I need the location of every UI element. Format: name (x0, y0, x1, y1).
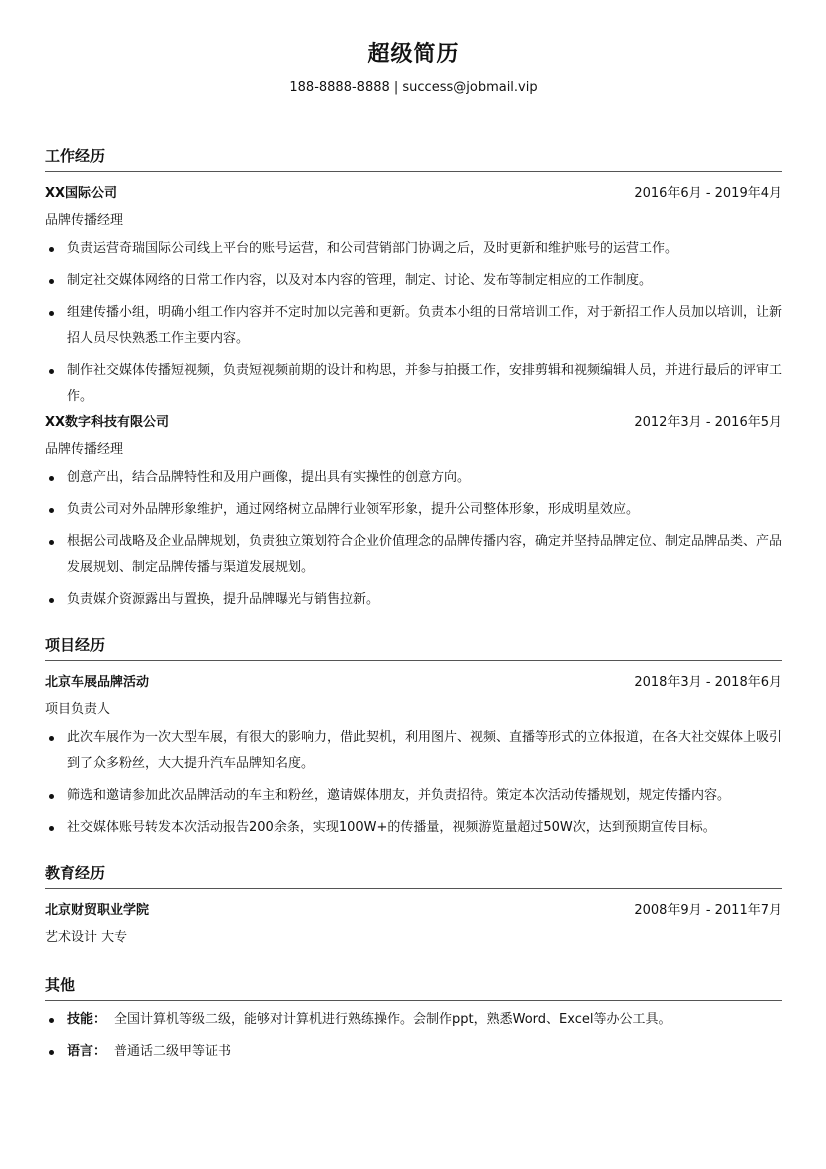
list-item: 制作社交媒体传播短视频，负责短视频前期的设计和构思，并参与拍摄工作，安排剪辑和视频编辑人员，并进行最后的评审工作。 (45, 358, 782, 410)
section-title-work: 工作经历 (45, 146, 782, 172)
entry-date: 2018年3月 - 2018年6月 (634, 675, 782, 690)
list-item-skills (45, 1007, 782, 1033)
entry-role: 艺术设计 大专 (45, 930, 128, 945)
entry-date: 2012年3月 - 2016年5月 (634, 415, 782, 430)
entry-header (45, 902, 782, 920)
list-item: 负责运营奇瑞国际公司线上平台的账号运营，和公司营销部门协调之后，及时更新和维护账号的运营工作。 (45, 236, 782, 262)
resume-header (45, 0, 782, 97)
entry-header (45, 674, 782, 692)
section-work (45, 146, 782, 613)
entry-bullets (45, 465, 782, 613)
other-list (45, 1007, 782, 1065)
entry-header (45, 185, 782, 203)
work-entry-2 (45, 414, 782, 613)
entry-organization: 北京车展品牌活动 (45, 675, 150, 690)
project-entry-1 (45, 674, 782, 841)
section-projects (45, 635, 782, 841)
list-item: 根据公司战略及企业品牌规划，负责独立策划符合企业价值理念的品牌传播内容，确定并坚持品牌定位、制定品牌品类、产品发展规划、制定品牌传播与渠道发展规划。 (45, 529, 782, 581)
list-item: 此次车展作为一次大型车展，有很大的影响力，借此契机，利用图片、视频、直播等形式的立体报道，在各大社交媒体上吸引到了众多粉丝，大大提升汽车品牌知名度。 (45, 725, 782, 777)
list-item: 制定社交媒体网络的日常工作内容，以及对本内容的管理，制定、讨论、发布等制定相应的工作制度。 (45, 268, 782, 294)
list-item: 负责公司对外品牌形象维护，通过网络树立品牌行业领军形象，提升公司整体形象，形成明星效应。 (45, 497, 782, 523)
section-other (45, 975, 782, 1065)
language-label: 语言： (67, 1044, 107, 1059)
entry-date: 2008年9月 - 2011年7月 (634, 903, 782, 918)
entry-bullets (45, 236, 782, 410)
list-item-language (45, 1039, 782, 1065)
entry-role: 项目负责人 (45, 702, 111, 717)
entry-organization: XX国际公司 (45, 186, 118, 201)
language-value: 普通话二级甲等证书 (114, 1044, 232, 1059)
section-title-other: 其他 (45, 975, 782, 1001)
section-education (45, 863, 782, 947)
entry-header (45, 414, 782, 432)
list-item: 创意产出，结合品牌特性和及用户画像，提出具有实操性的创意方向。 (45, 465, 782, 491)
entry-date: 2016年6月 - 2019年4月 (634, 186, 782, 201)
entry-organization: XX数字科技有限公司 (45, 415, 170, 430)
entry-role: 品牌传播经理 (45, 442, 124, 457)
entry-role: 品牌传播经理 (45, 213, 124, 228)
section-title-projects: 项目经历 (45, 635, 782, 661)
skills-label: 技能： (67, 1012, 107, 1027)
section-title-education: 教育经历 (45, 863, 782, 889)
resume-name: 超级简历 (367, 42, 460, 67)
skills-value: 全国计算机等级二级，能够对计算机进行熟练操作。会制作ppt，熟悉Word、Excel等办公工具。 (114, 1012, 672, 1027)
list-item: 组建传播小组，明确小组工作内容并不定时加以完善和更新。负责本小组的日常培训工作，对于新招工作人员加以培训，让新招人员尽快熟悉工作主要内容。 (45, 300, 782, 352)
work-entry-1 (45, 185, 782, 410)
entry-bullets (45, 725, 782, 841)
list-item: 负责媒介资源露出与置换，提升品牌曝光与销售拉新。 (45, 587, 782, 613)
education-entry-1 (45, 902, 782, 947)
entry-organization: 北京财贸职业学院 (45, 903, 150, 918)
list-item: 筛选和邀请参加此次品牌活动的车主和粉丝，邀请媒体朋友，并负责招待。策定本次活动传播规划，规定传播内容。 (45, 783, 782, 809)
contact-info: 188-8888-8888 | success@jobmail.vip (289, 80, 538, 95)
list-item: 社交媒体账号转发本次活动报告200余条，实现100W+的传播量，视频游览量超过50W次，达到预期宣传目标。 (45, 815, 782, 841)
